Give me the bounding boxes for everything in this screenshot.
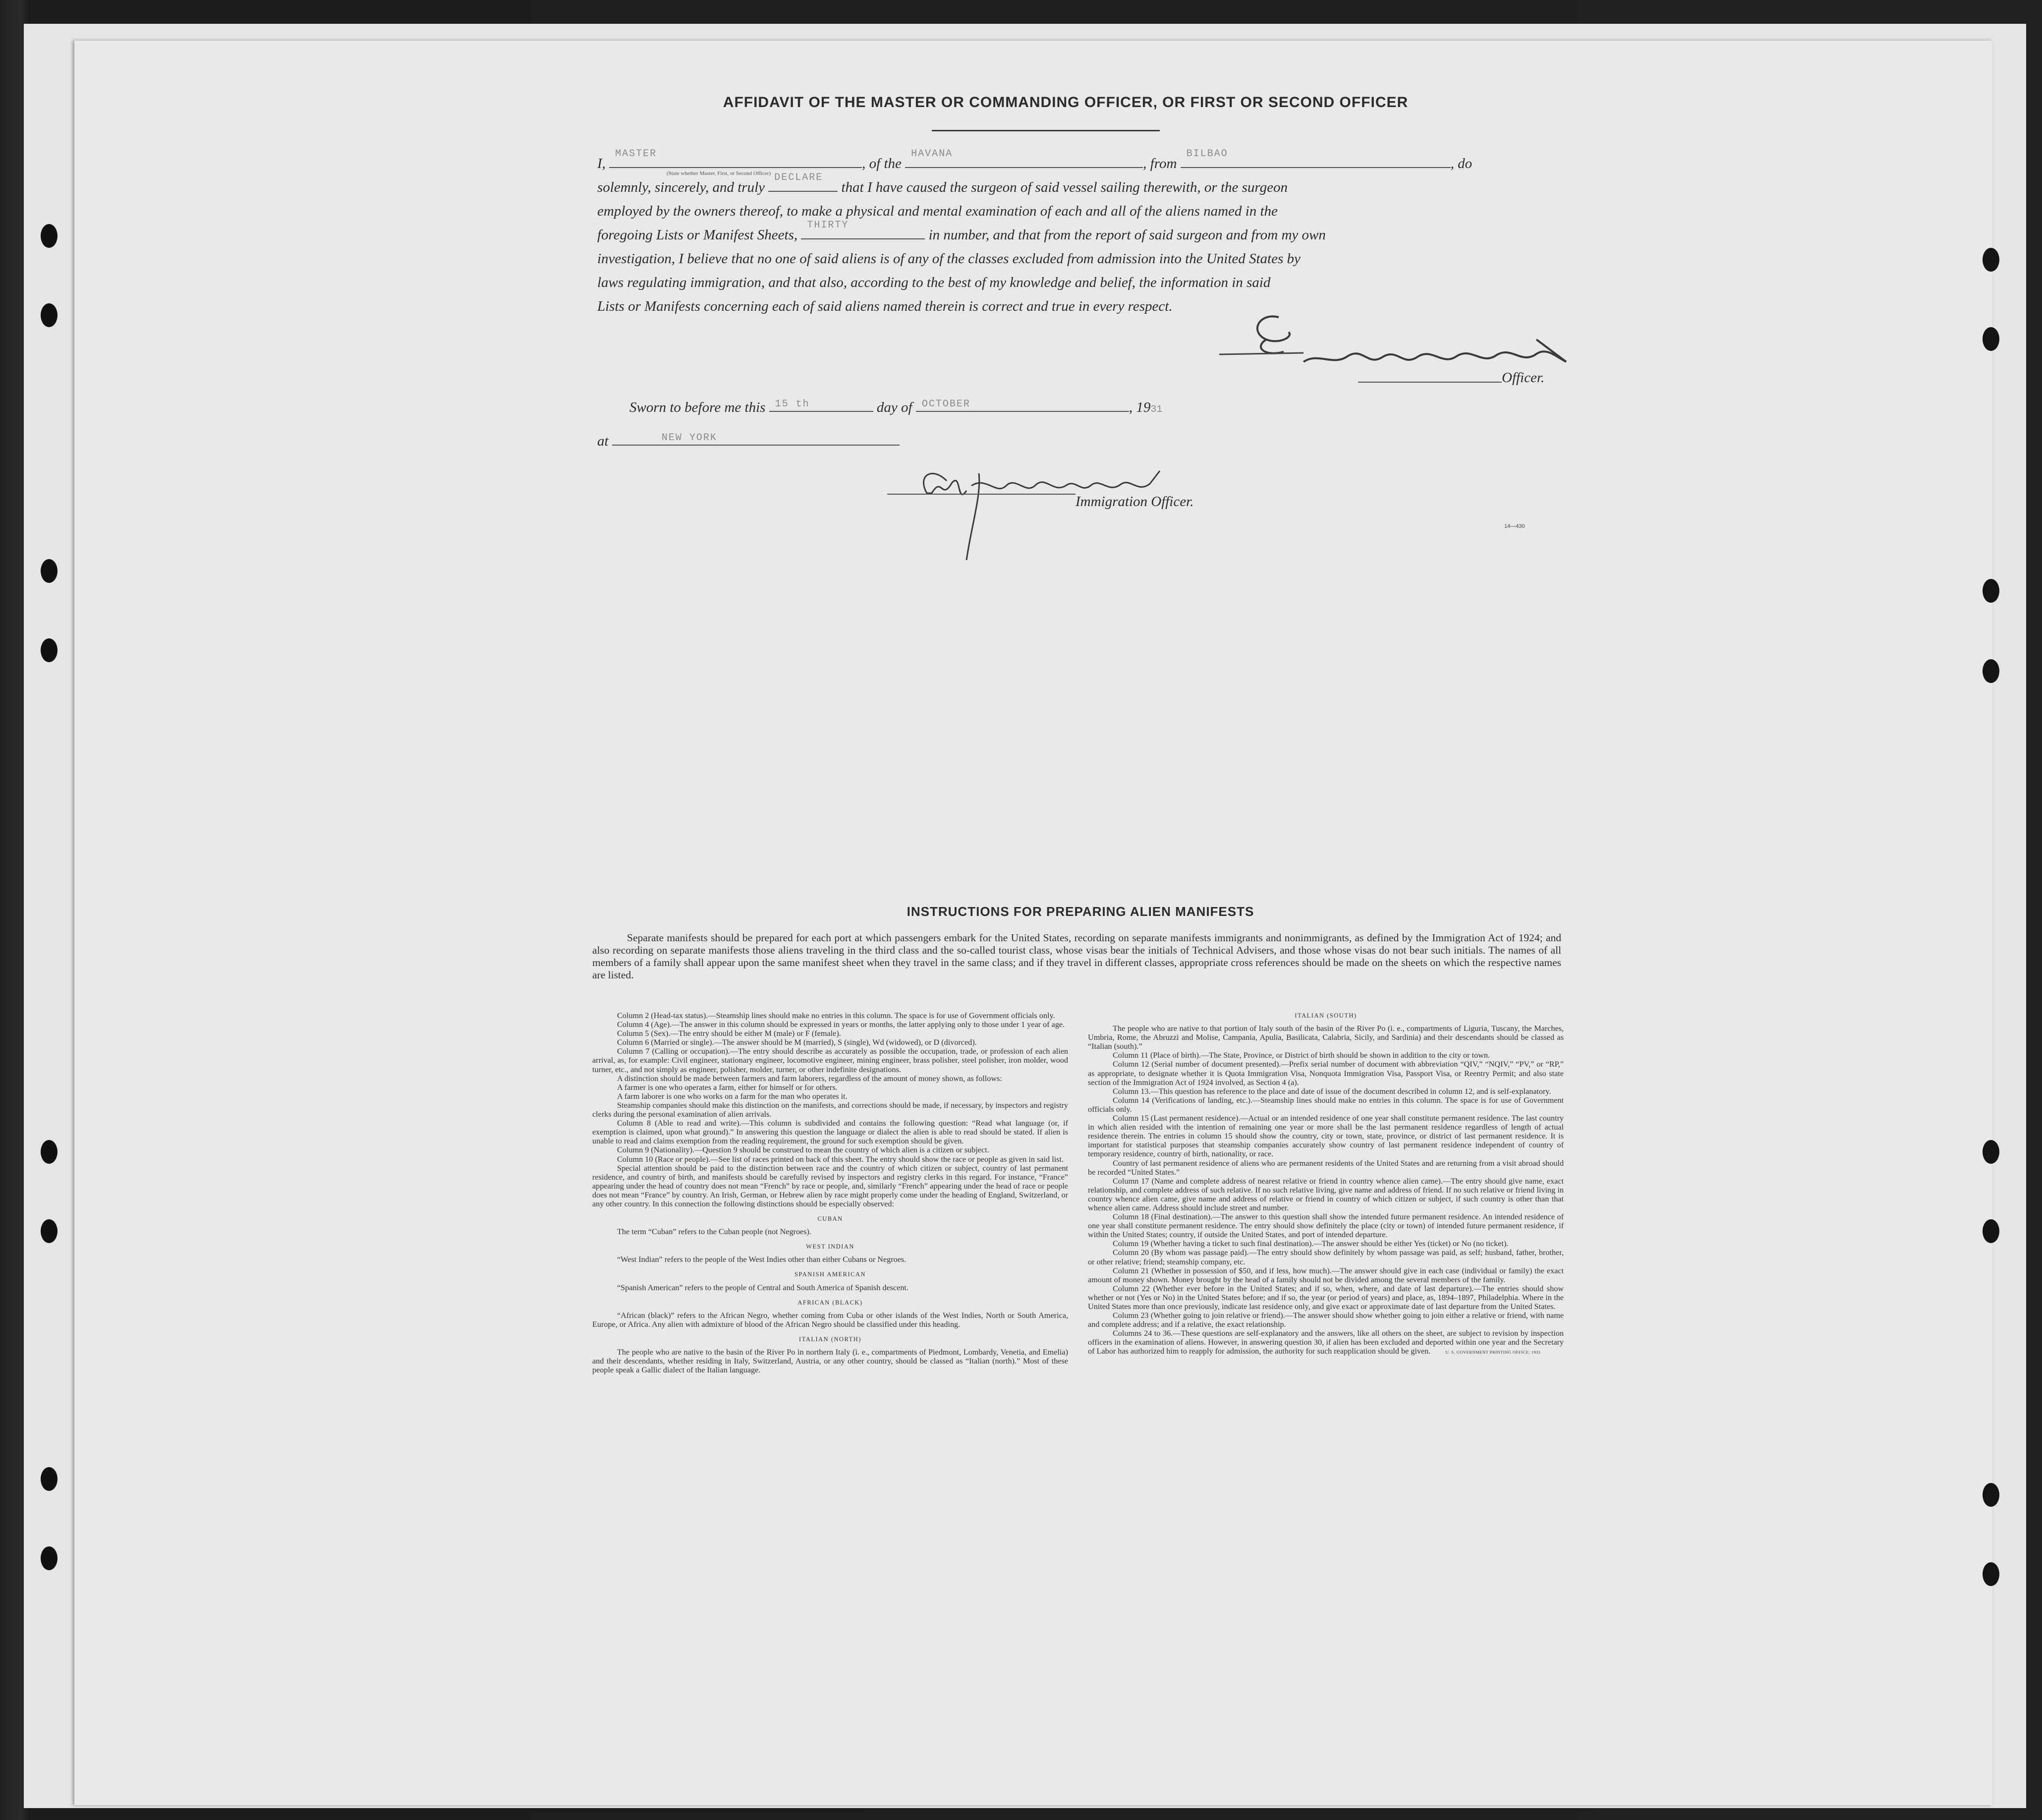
instruction-paragraph: Column 2 (Head-tax status).—Steamship lines should make no entries in this column. The space is for use of Government officials only. [617, 1011, 1055, 1020]
port-field [1181, 148, 1451, 168]
section-heading: AFRICAN (BLACK) [797, 1299, 863, 1306]
instruction-paragraph: Column 18 (Final destination).—The answer to this question shall show the intended future permanent residence. An intended residence of one year shall constitute permanent residence. The entry should show definitely the place (city or town) of intended future permanent residence, if within the United States; country, if outside the United States, and port of intended departure. [1088, 1212, 1564, 1240]
instruction-paragraph: A farmer is one who operates a farm, either for himself or for others. [617, 1082, 838, 1092]
sworn-text: day of [876, 399, 912, 415]
instruction-paragraph: Column 4 (Age).—The answer in this column should be expressed in years or months, the latter applying only to those under 1 year of age. [617, 1020, 1065, 1029]
sheets-count-field [801, 220, 925, 239]
punch-hole [41, 224, 57, 248]
sworn-text: , 19 [1129, 399, 1151, 415]
aff-line: employed by the owners thereof, to make a physical and mental examination of each and all of the aliens named in the [597, 203, 1278, 219]
instruction-paragraph: Column 6 (Married or single).—The answer should be M (married), S (single), Wd (widowed), or D (divorced). [617, 1038, 977, 1047]
punch-hole [41, 638, 57, 662]
section-heading: ITALIAN (SOUTH) [1295, 1012, 1357, 1019]
punch-hole [41, 1219, 57, 1243]
aff-word: , from [1143, 156, 1177, 171]
instruction-paragraph: Column 21 (Whether in possession of $50, and if less, how much).—The answer should give in each case (individual or family) the exact amount of money shown. Money brought by the head of a family should not be divided among the several members of the family. [1088, 1266, 1564, 1284]
instruction-paragraph: The term “Cuban” refers to the Cuban people (not Negroes). [617, 1227, 811, 1237]
sworn-text: at [597, 433, 609, 449]
instruction-paragraph: Column 17 (Name and complete address of nearest relative or friend in country whence alien came).—The entry should give name, exact relationship, and complete address of such relative. If no such relative living, give name and address of friend. If no such relative or friend living in country whence alien came, give name and address of relative or friend in country of which citizen or subject, if such country is other than that whence alien came. Address should include street and number. [1088, 1176, 1564, 1212]
form-number: 14—430 [1504, 523, 1525, 529]
sworn-year-value: 31 [1150, 404, 1163, 415]
port-value: BILBAO [1186, 148, 1228, 160]
sworn-text: Sworn to before me this [629, 399, 766, 415]
aff-word: , of the [862, 156, 902, 171]
instruction-paragraph: Column 19 (Whether having a ticket to such final destination).—The answer should be either Yes (ticket) or No (no ticket). [1113, 1239, 1509, 1249]
punch-hole [41, 303, 57, 327]
punch-hole [1983, 1483, 1999, 1507]
instructions-right-column [1088, 1011, 1564, 1357]
affidavit-title: AFFIDAVIT OF THE MASTER OR COMMANDING OFFICER, OR FIRST OR SECOND OFFICER [723, 94, 1409, 111]
instruction-paragraph: Column 22 (Whether ever before in the United States; and if so, when, where, and date of last departure).—The entries should show whether or not (Yes or No) in the United States before; and if so, the year (or period of years) and place, as, 1894–1897, Philadelphia. Where in the United States more than once previously, indicate last residence only, and give exact or approximate date of last departure from the United States. [1088, 1284, 1564, 1311]
instructions-title: INSTRUCTIONS FOR PREPARING ALIEN MANIFESTS [907, 904, 1254, 919]
instruction-paragraph: The people who are native to that portion of Italy south of the basin of the River Po (i. e., compartments of Liguria, Tuscany, the Marches, Umbria, Rome, the Abruzzi and Molise, Campania, Apulia, Basilicata, Calabria, Sicily, and Sardinia) and their descendants should be classed as “Italian (south).” [1088, 1024, 1564, 1051]
sworn-place-line [597, 433, 900, 450]
aff-line: laws regulating immigration, and that also, according to the best of my knowledge and belief, the information in said [597, 275, 1271, 290]
instruction-paragraph: A distinction should be made between farmers and farm laborers, regardless of the amount of money shown, as follows: [617, 1074, 1002, 1083]
sheets-count-value: THIRTY [807, 220, 849, 231]
punch-hole [1983, 1140, 1999, 1164]
sworn-month-value: OCTOBER [921, 398, 970, 410]
officer-rank-value: MASTER [615, 148, 657, 160]
instruction-paragraph: Column 10 (Race or people).—See list of races printed on back of this sheet. The entry should show the race or people as given in said list. [617, 1154, 1064, 1164]
aff-word: solemnly, sincerely, and truly [597, 179, 765, 195]
instruction-paragraph: Column 9 (Nationality).—Question 9 should be construed to mean the country of which alien is a citizen or subject. [617, 1145, 989, 1155]
section-heading: SPANISH AMERICAN [794, 1271, 866, 1278]
instruction-paragraph: Column 14 (Verifications of landing, etc.).—Steamship lines should make no entries in this column. The space is for use of Government officials only. [1088, 1095, 1564, 1114]
aff-word: foregoing Lists or Manifest Sheets, [597, 227, 798, 243]
instruction-paragraph: Special attention should be paid to the distinction between race and the country of which citizen or subject, country of last permanent residence, and country of birth, and manifests should be carefully revised by inspectors and registry clerks in this regard. For instance, “France” appearing under the head of country does not mean “French” by race or people, and, similarly “French” appearing under the head of race or people does not mean “France” by country. An Irish, German, or Hebrew alien by race might properly come under the heading of England, Switzerland, or any other country. In this connection the following distinctions should be especially observed: [592, 1163, 1068, 1208]
rank-note: (State whether Master, First, or Second Officer) [667, 171, 771, 176]
declare-field [768, 172, 838, 192]
immigration-officer-line [887, 494, 1076, 495]
aff-word: I, [597, 156, 606, 171]
declare-value: DECLARE [774, 172, 823, 183]
instruction-paragraph: Country of last permanent residence of aliens who are permanent residents of the United States and are returning from a visit abroad should be recorded “United States.” [1088, 1158, 1564, 1177]
instruction-paragraph: Column 15 (Last permanent residence).—Actual or an intended residence of one year shall constitute permanent residence. The last country in which alien resided with the intention of remaining one year or more shall be the last permanent residence regardless of length of actual residence therein. The entries in column 15 should show the country, city or town, state, province, or district of last permanent residence. It is important for statistical purposes that steamship companies accurately show country of last permanent residence independent of country of temporary residence, country of birth, nationality, or race. [1088, 1114, 1564, 1159]
instruction-paragraph [1088, 1329, 1564, 1357]
instruction-paragraph: Column 23 (Whether going to join relative or friend).—The answer should show whether going to join either a relative or friend, with name and complete address; and if a relative, the exact relationship. [1088, 1311, 1564, 1329]
vessel-value: HAVANA [911, 148, 953, 160]
aff-line: Lists or Manifests concerning each of said aliens named therein is correct and true in every respect. [597, 298, 1173, 314]
punch-hole [1983, 1219, 1999, 1243]
punch-hole [41, 1546, 57, 1570]
aff-line: investigation, I believe that no one of said aliens is of any of the classes excluded from admission into the United States by [597, 251, 1301, 267]
instruction-paragraph: Column 12 (Serial number of document presented).—Prefix serial number of document with abbreviation “QIV,” “NQIV,” “PV,” or “RP,” as appropriate, to designate whether it is Quota Immigration Visa, Nonquota Immigration Visa, Passport Visa, or Reentry Permit; and also state section of the Immigration Act of 1924 involved, as Section 4 (a). [1088, 1060, 1564, 1087]
officer-label: Officer. [1502, 370, 1545, 386]
title-rule [932, 130, 1160, 131]
section-heading: WEST INDIAN [806, 1243, 854, 1251]
officer-rank-field [609, 148, 862, 168]
aff-word: in number, and that from the report of said surgeon and from my own [928, 227, 1326, 243]
instruction-paragraph: Steamship companies should make this distinction on the manifests, and corrections should be made, if necessary, by inspectors and registry clerks during the personal examination of alien arrivals. [592, 1100, 1068, 1119]
sworn-day-value: 15 th [775, 398, 810, 410]
punch-hole [1983, 1562, 1999, 1586]
instruction-paragraph: Column 13.—This question has reference to the place and date of issue of the document described in column 12, and is self-explanatory. [1113, 1086, 1551, 1096]
punch-hole [41, 1467, 57, 1491]
sworn-place-value: NEW YORK [661, 432, 717, 444]
punch-hole [41, 1140, 57, 1164]
instruction-paragraph: Column 11 (Place of birth).—The State, Province, or District of birth should be shown in addition to the city or town. [1113, 1051, 1490, 1060]
instruction-paragraph: “Spanish American” refers to the people of Central and South America of Spanish descent. [617, 1283, 908, 1292]
punch-hole [41, 559, 57, 583]
officer-signature [1219, 292, 1586, 377]
punch-hole [1983, 248, 1999, 272]
instructions-left-column [592, 1011, 1068, 1374]
sworn-day-field [769, 398, 873, 412]
immigration-officer-label: Immigration Officer. [1076, 494, 1194, 510]
instruction-paragraph: “African (black)” refers to the African Negro, whether coming from Cuba or other islands of the West Indies, North or South America, Europe, or Africa. Any alien with admixture of blood of the African Negro should be classified under this heading. [592, 1310, 1068, 1329]
section-heading: CUBAN [817, 1215, 843, 1223]
instruction-paragraph: Column 20 (By whom was passage paid).—The entry should show definitely by whom passage was paid, as self; husband, father, brother, or other relative; friend; steamship company, etc. [1088, 1248, 1564, 1266]
punch-hole [1983, 659, 1999, 683]
vessel-field [905, 148, 1143, 168]
aff-word: , do [1450, 156, 1473, 171]
instruction-paragraph: The people who are native to the basin of the River Po in northern Italy (i. e., compartments of Piedmont, Lombardy, Venetia, and Emelia) and their descendants, whether residing in Italy, Switzerland, Austria, or any other country, should be classed as “Italian (north).” Most of these people speak a Gallic dialect of the Italian language. [592, 1348, 1068, 1375]
punch-hole [1983, 327, 1999, 351]
instruction-paragraph: Column 5 (Sex).—The entry should be either M (male) or F (female). [617, 1029, 841, 1038]
instruction-paragraph: Column 7 (Calling or occupation).—The entry should describe as accurately as possible the occupation, trade, or profession of each alien arrival, as, for example: Civil engineer, stationary engineer, locomotive engineer, mining engineer, brass polisher, steel polisher, iron molder, wood turner, etc., and not simply as engineer, polisher, molder, turner, or other indefinite designations. [592, 1047, 1068, 1074]
instruction-paragraph: “West Indian” refers to the people of the West Indies other than either Cubans or Negroes. [617, 1255, 907, 1264]
sworn-place-field [612, 432, 900, 446]
section-heading: ITALIAN (NORTH) [799, 1335, 861, 1343]
instructions-intro: Separate manifests should be prepared for each port at which passengers embark for the United States, recording on separate manifests immigrants and nonimmigrants, as defined by the Immigration Act of 1924; and also recording on separate manifests those aliens traveling in the third class and the so-called tourist class, whose visas bear the initials of Technical Advisers, and those whose visas do not bear such initials. The names of all members of a family shall appear upon the same manifest sheet when they travel in the same class; and if they travel in different classes, appropriate cross references should be made on the sheets on which the respective names are listed. [592, 932, 1561, 981]
instruction-paragraph: A farm laborer is one who works on a farm for the man who operates it. [617, 1091, 848, 1101]
instruction-text: Columns 24 to 36.—These questions are self-explanatory and the answers, like all others on the sheet, are subject to revision by inspection officers in the examination of aliens. However, in answering question 30, if alien has been excluded and deported within one year and the Secretary of Labor has authorized him to reapply for admission, the authority for such reapplication should be given. [1088, 1329, 1564, 1356]
sworn-month-field [916, 398, 1129, 412]
printing-office-imprint: U. S. GOVERNMENT PRINTING OFFICE: 1931 [1445, 1350, 1541, 1355]
punch-hole [1983, 579, 1999, 603]
sworn-line [629, 399, 1162, 416]
officer-signature-line [1358, 382, 1502, 383]
instruction-paragraph: Column 8 (Able to read and write).—This column is subdivided and contains the following question: “Read what language (or, if exemption is claimed, upon what ground).” In answering this question the language or dialect the alien is able to read should be stated. If alien is unable to read and claims exemption from the reading requirement, the ground for such exemption should be given. [592, 1119, 1068, 1146]
aff-word: that I have caused the surgeon of said vessel sailing therewith, or the surgeon [841, 179, 1288, 195]
